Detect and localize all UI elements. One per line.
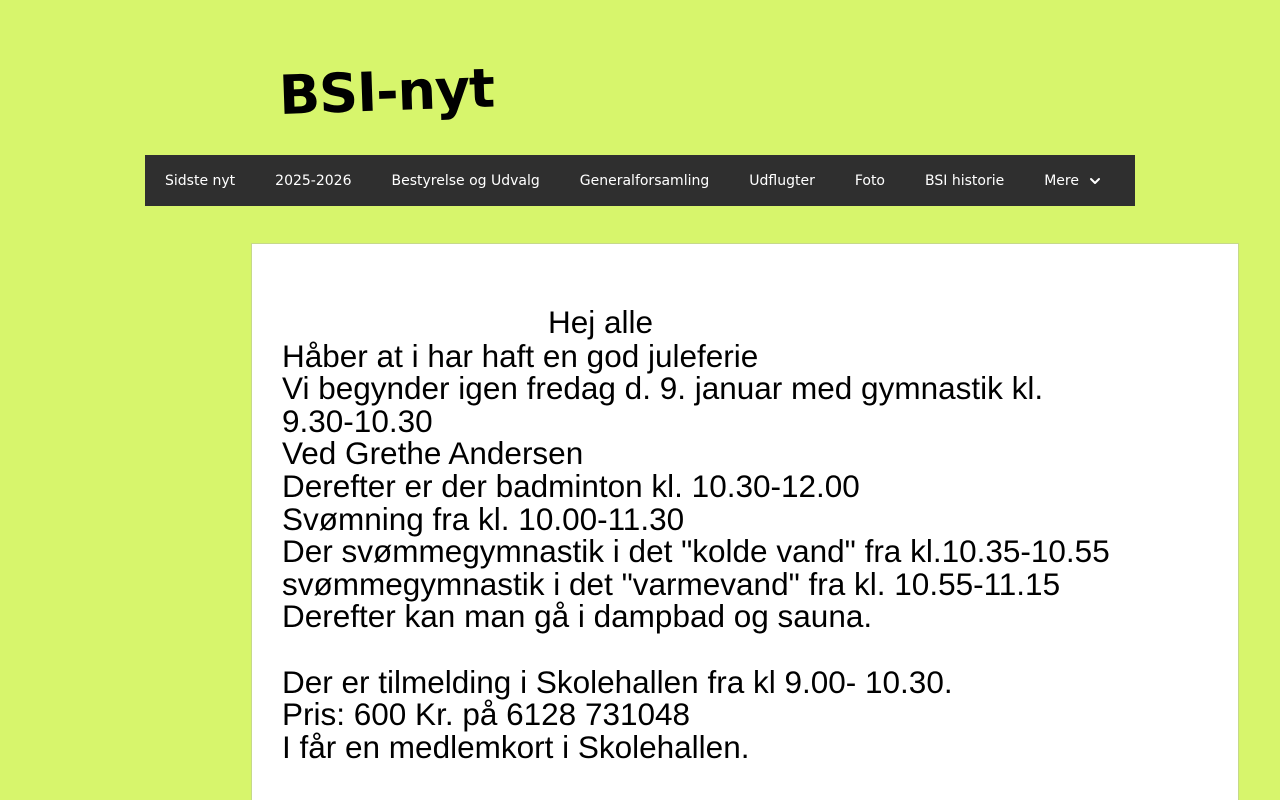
chevron-down-icon [1089,175,1101,187]
nav-item-foto[interactable]: Foto [854,172,886,189]
content-line: Vi begynder igen fredag d. 9. januar med gymnastik kl. 9.30-10.30 [282,370,1044,439]
site-title[interactable]: BSI-nyt [277,56,495,127]
spacer [282,633,1182,666]
content-line: Ved Grethe Andersen [282,435,584,472]
nav-item-2025-2026[interactable]: 2025-2026 [275,172,352,189]
content-line: svømmegymnastik i det "varmevand" fra kl. 10.55-11.15 [282,565,1061,602]
content-line: Derefter kan man gå i dampbad og sauna. [282,598,873,635]
nav-item-mere-label: Mere [1044,172,1079,189]
content-line: Der er tilmelding i Skolehallen fra kl 9.00- 10.30. [282,663,953,700]
content-line: Svømning fra kl. 10.00-11.30 [282,500,685,537]
content-line: I får en medlemkort i Skolehallen. [282,728,750,765]
main-navigation [145,155,1135,206]
nav-item-mere[interactable] [1024,155,1123,206]
nav-item-sidste-nyt[interactable]: Sidste nyt [165,172,236,189]
content-line: Håber at i har haft en god juleferie [282,337,759,374]
nav-item-udflugter[interactable]: Udflugter [749,172,815,189]
content-line: Der svømmegymnastik i det "kolde vand" fra kl.10.35-10.55 [282,533,1110,570]
content-line: Pris: 600 Kr. på 6128 731048 [282,696,691,733]
post-content [282,306,1182,763]
nav-item-bsi-historie[interactable]: BSI historie [925,172,1005,189]
greeting-text: Hej alle [548,304,654,340]
content-line: Derefter er der badminton kl. 10.30-12.00 [282,467,860,504]
nav-item-bestyrelse-og-udvalg[interactable]: Bestyrelse og Udvalg [391,172,540,189]
content-card [251,243,1239,800]
nav-item-generalforsamling[interactable]: Generalforsamling [579,172,710,189]
